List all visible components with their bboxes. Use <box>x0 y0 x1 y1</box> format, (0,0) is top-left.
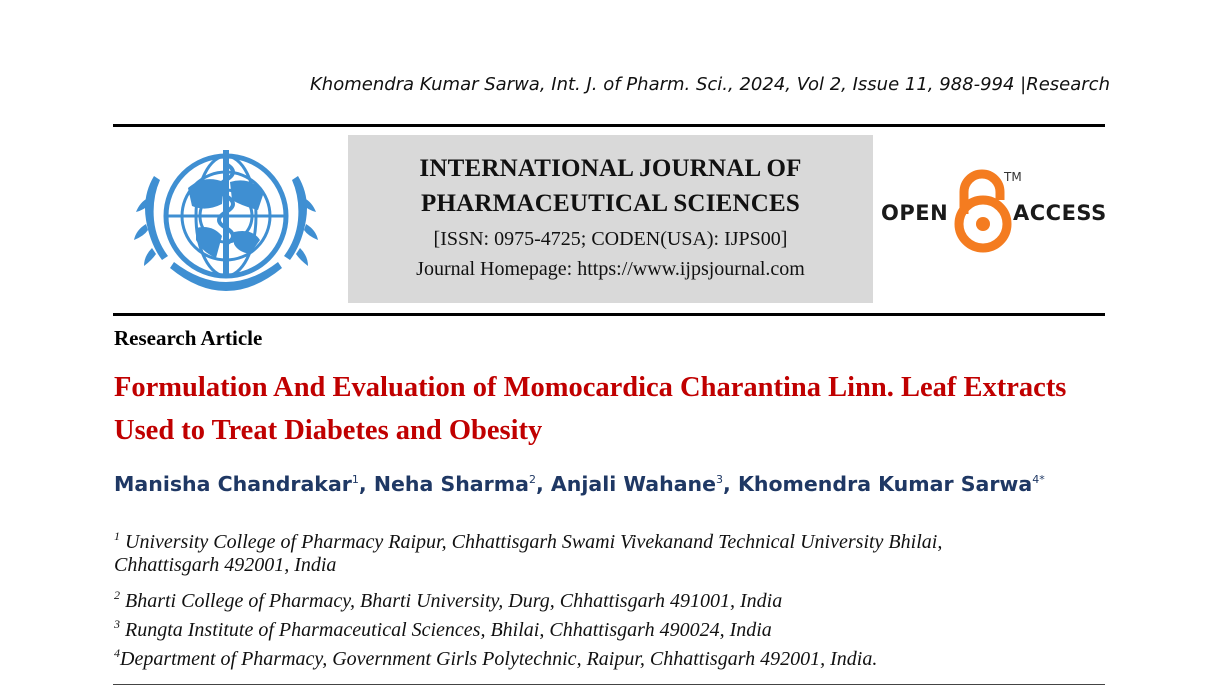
author-separator: , <box>535 472 551 496</box>
journal-title-line2: PHARMACEUTICAL SCIENCES <box>421 190 800 217</box>
affiliation-number: 3 <box>114 617 120 631</box>
author-separator: , <box>723 472 738 496</box>
affiliation-text: University College of Pharmacy Raipur, Chhattisgarh Swami Vivekanand Technical University Bhilai, <box>120 531 943 553</box>
article-type: Research Article <box>114 326 263 350</box>
affiliation-number: 2 <box>114 588 120 602</box>
masthead-bottom-rule <box>113 313 1105 316</box>
author-affiliation-sup: 1 <box>351 473 359 486</box>
who-emblem-logo <box>126 136 326 306</box>
author-name: Khomendra Kumar Sarwa <box>737 472 1033 496</box>
article-title: Formulation And Evaluation of Momocardica Charantina Linn. Leaf Extracts Used to Treat Diabetes and Obesity <box>114 372 1067 446</box>
footer-rule <box>113 684 1105 685</box>
author-list <box>114 472 1045 496</box>
journal-title-line1: INTERNATIONAL JOURNAL OF <box>419 155 802 182</box>
journal-homepage[interactable]: Journal Homepage: https://www.ijpsjournal.com <box>416 258 805 280</box>
running-header: Khomendra Kumar Sarwa, Int. J. of Pharm. Sci., 2024, Vol 2, Issue 11, 988-994 |Research <box>309 74 1110 95</box>
trademark-mark: TM <box>1004 170 1022 184</box>
author-separator: , <box>358 472 374 496</box>
author-name: Neha Sharma <box>373 472 529 496</box>
author-affiliation-sup: 3 <box>716 473 724 486</box>
affiliation-text: Bharti College of Pharmacy, Bharti University, Durg, Chhattisgarh 491001, India <box>120 590 783 612</box>
affiliation-1-continued: Chhattisgarh 492001, India <box>114 554 337 576</box>
affiliation-number: 4 <box>114 646 120 660</box>
affiliation-text: Department of Pharmacy, Government Girls Polytechnic, Raipur, Chhattisgarh 492001, India. <box>120 648 878 670</box>
open-access-open-label: OPEN <box>881 201 949 225</box>
affiliation-text: Rungta Institute of Pharmaceutical Sciences, Bhilai, Chhattisgarh 490024, India <box>120 619 772 641</box>
author-affiliation-sup: 4* <box>1032 473 1045 486</box>
journal-masthead <box>348 135 873 303</box>
author-name: Manisha Chandrakar <box>114 472 352 496</box>
author-affiliation-sup: 2 <box>528 473 536 486</box>
journal-issn: [ISSN: 0975-4725; CODEN(USA): IJPS00] <box>433 228 788 250</box>
author-name: Anjali Wahane <box>550 472 717 496</box>
open-access-access-label: ACCESS <box>1013 201 1107 225</box>
affiliation-4 <box>114 639 877 674</box>
top-rule <box>113 124 1105 127</box>
affiliation-number: 1 <box>114 529 120 543</box>
